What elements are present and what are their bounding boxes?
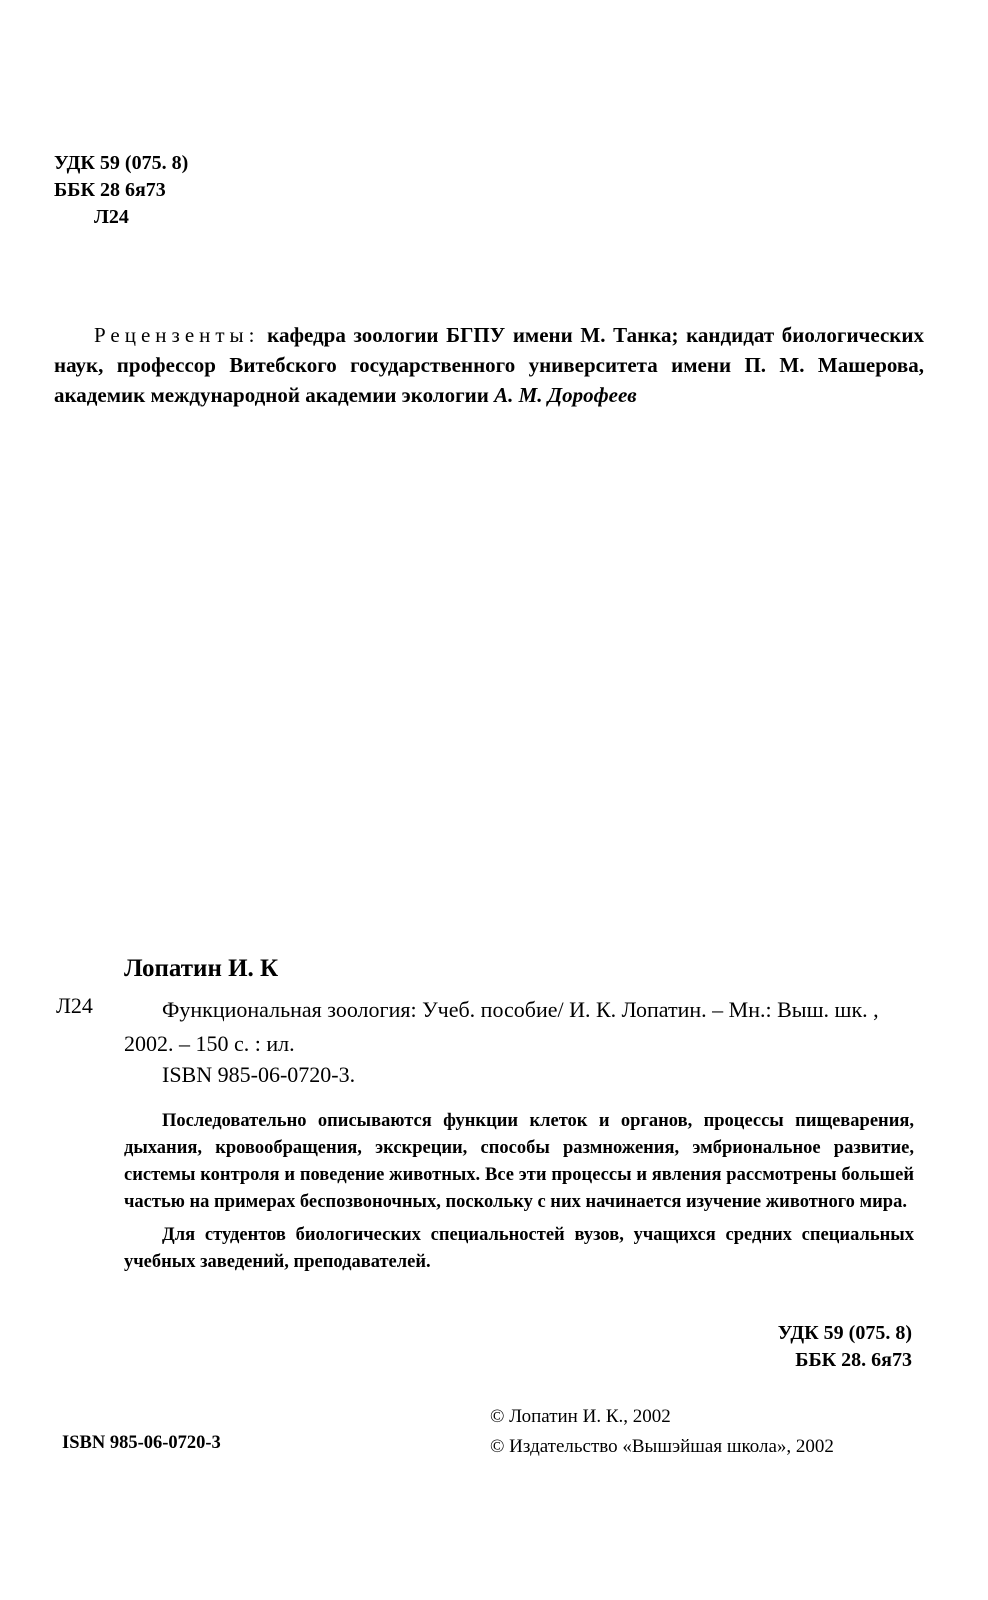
annotation-paragraph-1: Последовательно описываются функции клеток и органов, процессы пищеварения, дыхания, кровообращения, экскреции, способы размножения, эмбриональное развитие, системы контроля и поведение животных. Все эти процессы и явления рассмотрены большей частью на примерах беспозвоночных, поскольку с них начинается изучение животного мира. (124, 1111, 914, 1212)
annotation (124, 1108, 914, 1276)
bibliographic-mark: Л24 (56, 993, 93, 1018)
reviewers-text: кафедра зоологии БГПУ имени М. Танка; кандидат биологических наук, профессор Витебского государственного университета имени П. М. Машерова, академик международной академии экологии (54, 323, 924, 407)
classification-codes-top (54, 150, 188, 231)
annotation-paragraph-2: Для студентов биологических специальностей вузов, учащихся средних специальных учебных заведений, преподавателей. (124, 1225, 914, 1272)
author-mark: Л24 (94, 206, 129, 228)
isbn-bottom: ISBN 985-06-0720-3 (62, 1433, 221, 1453)
bbk-code: ББК 28 6я73 (54, 179, 166, 201)
isbn-description: ISBN 985-06-0720-3. (162, 1062, 356, 1087)
reviewers-paragraph (54, 320, 924, 410)
copyright-author: © Лопатин И. К., 2002 (490, 1406, 671, 1427)
bibliographic-description (124, 993, 924, 1061)
book-author: Лопатин И. К (124, 955, 279, 982)
description-text: Функциональная зоология: Учеб. пособие/ И. К. Лопатин. – Мн.: Выш. шк. , 2002. – 150 с. : ил. (124, 997, 879, 1056)
copyright-block (490, 1402, 834, 1462)
udk-code: УДК 59 (075. 8) (54, 152, 189, 174)
copyright-publisher: © Издательство «Вышэйшая школа», 2002 (490, 1436, 834, 1457)
udk-code-bottom: УДК 59 (075. 8) (777, 1322, 912, 1344)
bbk-code-bottom: ББК 28. 6я73 (795, 1349, 912, 1371)
reviewers-label: Рецензенты: (94, 323, 260, 347)
reviewer-name: А. М. Дорофеев (494, 383, 637, 407)
classification-codes-bottom (778, 1320, 912, 1374)
